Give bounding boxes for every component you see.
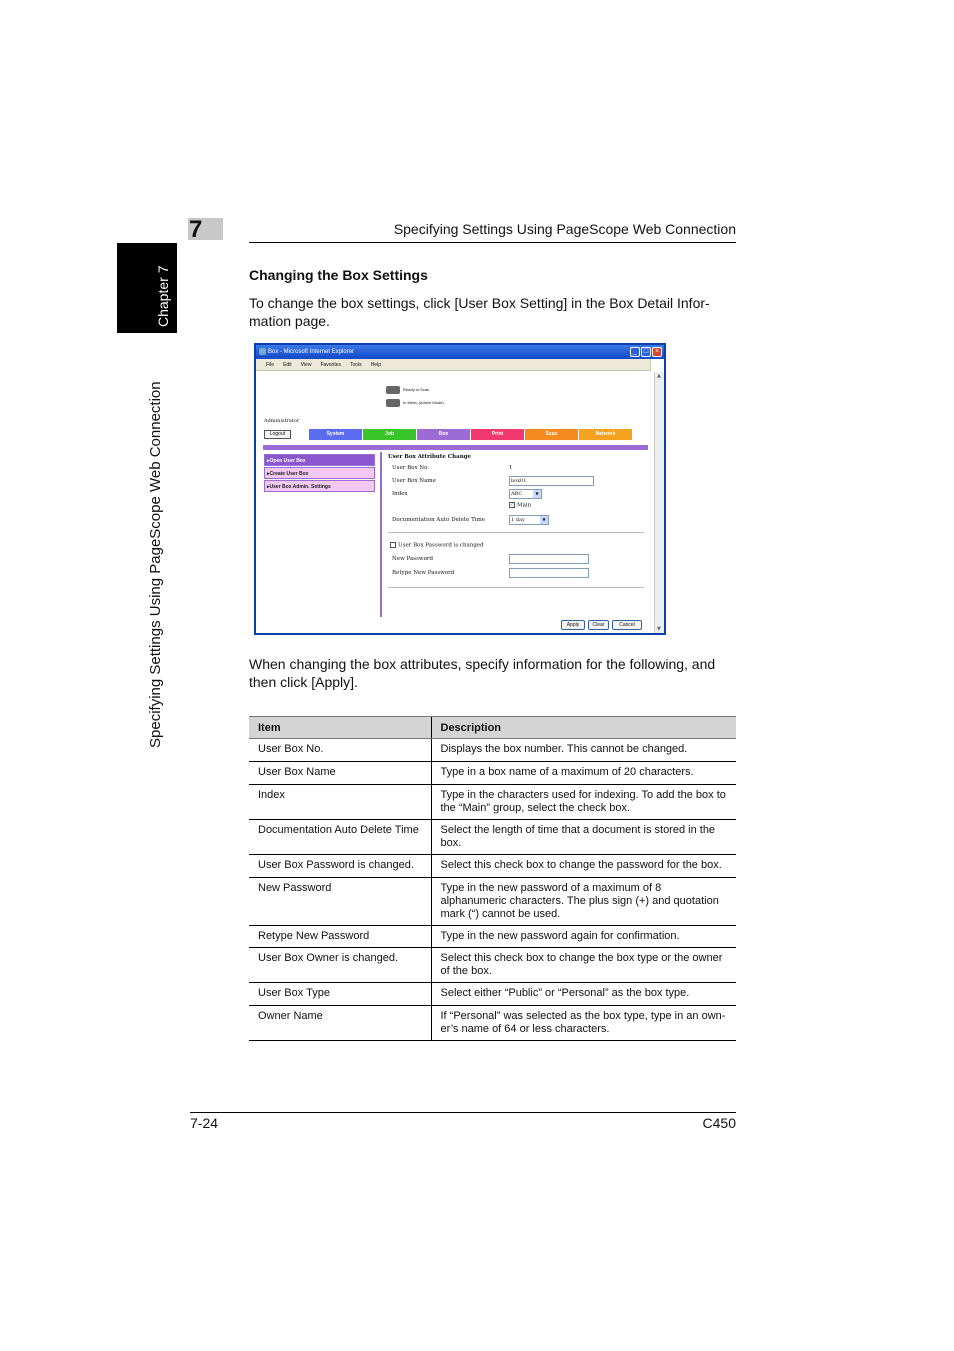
table-cell-item: New Password	[249, 878, 431, 926]
table-cell-item: Documentation Auto Delete Time	[249, 820, 431, 855]
tab-bar	[309, 429, 632, 440]
settings-table	[249, 716, 736, 1041]
retype-pw-input[interactable]	[509, 568, 589, 578]
chapter-tab-label: Chapter 7	[155, 265, 171, 327]
section-heading: Changing the Box Settings	[249, 267, 428, 283]
chapter-tab	[117, 243, 177, 333]
table-row	[249, 1006, 736, 1041]
printer-icon	[386, 386, 400, 394]
menu-open-user-box[interactable]: ▸Open User Box	[264, 454, 375, 466]
user-label: Administrator	[264, 418, 300, 424]
table-row	[249, 878, 736, 926]
logout-button[interactable]: Logout	[264, 430, 291, 439]
table-row	[249, 739, 736, 762]
table-cell-description: If “Personal” was selected as the box type, type in an own-er’s name of 64 or less characters.	[431, 1006, 736, 1041]
menu-user-box-admin-settings[interactable]: ▸User Box Admin. Settings	[264, 480, 375, 492]
new-pw-input[interactable]	[509, 554, 589, 564]
main-checkbox-row[interactable]: ✓ Main	[510, 502, 532, 509]
table-row	[249, 785, 736, 820]
chevron-down-icon: ▼	[533, 490, 541, 498]
chevron-down-icon: ▼	[540, 516, 548, 524]
table-row	[249, 948, 736, 983]
browser-screenshot	[254, 343, 666, 635]
tab-underline-band	[263, 445, 648, 450]
table-cell-description: Type in the new password of a maximum of 8 alphanumeric characters. The plus sign (+) and quotation mark (“) cannot be used.	[431, 878, 736, 926]
table-cell-description: Select this check box to change the password for the box.	[431, 855, 736, 878]
index-label: Index	[392, 491, 408, 497]
table-cell-item: Owner Name	[249, 1006, 431, 1041]
instruction-paragraph: When changing the box attributes, specify information for the following, and then click [Apply].	[249, 656, 716, 690]
form-divider-bottom	[388, 587, 644, 588]
left-menu	[264, 454, 375, 493]
tab-network[interactable]: Network	[579, 429, 632, 440]
window-titlebar	[256, 345, 664, 359]
apply-button[interactable]: Apply	[561, 620, 585, 630]
ie-icon	[259, 348, 266, 355]
index-select[interactable]: ABC ▼	[509, 489, 542, 499]
close-icon[interactable]: ×	[652, 347, 662, 357]
table-cell-item: User Box Type	[249, 983, 431, 1006]
box-name-label: User Box Name	[392, 478, 436, 484]
menu-bar	[256, 359, 664, 371]
footer-rule	[190, 1112, 736, 1113]
menu-favorites[interactable]: Favorites	[320, 362, 341, 368]
model-name: C450	[702, 1115, 736, 1131]
vertical-scrollbar[interactable]	[654, 372, 664, 633]
tab-system[interactable]: System	[309, 429, 362, 440]
table-cell-item: User Box Owner is changed.	[249, 948, 431, 983]
maximize-icon[interactable]: □	[641, 347, 651, 357]
cancel-button[interactable]: Cancel	[612, 620, 642, 630]
form-title: User Box Attribute Change	[388, 454, 472, 460]
printer-icon	[386, 399, 400, 407]
chapter-number: 7	[189, 216, 203, 243]
side-running-title: Specifying Settings Using PageScope Web Connection	[147, 381, 164, 748]
table-row	[249, 926, 736, 948]
table-row	[249, 983, 736, 1006]
window-title: Box - Microsoft Internet Explorer	[268, 349, 355, 355]
table-header-description: Description	[431, 717, 736, 739]
menu-create-user-box[interactable]: ▸Create User Box	[264, 467, 375, 479]
menu-tools[interactable]: Tools	[350, 362, 362, 368]
box-name-input[interactable]: box01	[509, 476, 594, 486]
menu-view[interactable]: View	[300, 362, 312, 368]
menu-help[interactable]: Help	[370, 362, 381, 368]
menu-divider	[380, 452, 382, 617]
main-checkbox[interactable]: ✓	[510, 502, 515, 508]
table-cell-description: Displays the box number. This cannot be changed.	[431, 739, 736, 762]
minimize-icon[interactable]: _	[630, 347, 640, 357]
header-title: Specifying Settings Using PageScope Web Connection	[393, 221, 736, 237]
table-row	[249, 820, 736, 855]
status-ready: Ready to Scan	[386, 386, 429, 394]
tab-scan[interactable]: Scan	[525, 429, 578, 440]
pw-changed-row[interactable]: User Box Password is changed	[390, 542, 484, 549]
table-cell-item: User Box No.	[249, 739, 431, 762]
retype-pw-label: Retype New Password	[392, 570, 455, 576]
auto-delete-select[interactable]: 1 day ▼	[509, 515, 549, 525]
tab-box[interactable]: Box	[417, 429, 470, 440]
menu-edit[interactable]: Edit	[283, 362, 292, 368]
menu-file[interactable]: File	[266, 362, 275, 368]
tab-print[interactable]: Print	[471, 429, 524, 440]
table-cell-description: Type in a box name of a maximum of 20 characters.	[431, 762, 736, 785]
box-no-label: User Box No.	[392, 465, 430, 471]
page-content	[258, 372, 654, 633]
table-cell-description: Type in the characters used for indexing. To add the box to the “Main” group, select the check box.	[431, 785, 736, 820]
new-pw-label: New Password	[392, 556, 434, 562]
table-cell-description: Select this check box to change the box type or the owner of the box.	[431, 948, 736, 983]
status-admin: In Menu (Admin Mode)	[386, 399, 444, 407]
table-cell-description: Type in the new password again for confirmation.	[431, 926, 736, 948]
table-row	[249, 762, 736, 785]
table-row	[249, 855, 736, 878]
table-cell-item: Index	[249, 785, 431, 820]
table-cell-item: User Box Name	[249, 762, 431, 785]
table-header-item: Item	[249, 717, 431, 739]
pw-changed-checkbox[interactable]	[390, 542, 396, 548]
intro-paragraph: To change the box settings, click [User Box Setting] in the Box Detail Infor-mation page.	[249, 295, 710, 329]
table-header-row	[249, 717, 736, 739]
form-divider	[388, 532, 644, 533]
box-no-value: 1	[509, 465, 513, 471]
auto-delete-label: Documentation Auto Delete Time	[392, 517, 485, 523]
table-cell-item: User Box Password is changed.	[249, 855, 431, 878]
page-number: 7-24	[190, 1115, 219, 1131]
header-rule	[249, 242, 736, 243]
table-cell-item: Retype New Password	[249, 926, 431, 948]
clear-button[interactable]: Clear	[588, 620, 609, 630]
tab-job[interactable]: Job	[363, 429, 416, 440]
table-cell-description: Select the length of time that a document is stored in the box.	[431, 820, 736, 855]
table-cell-description: Select either “Public” or “Personal” as the box type.	[431, 983, 736, 1006]
windows-logo-icon	[650, 359, 664, 371]
